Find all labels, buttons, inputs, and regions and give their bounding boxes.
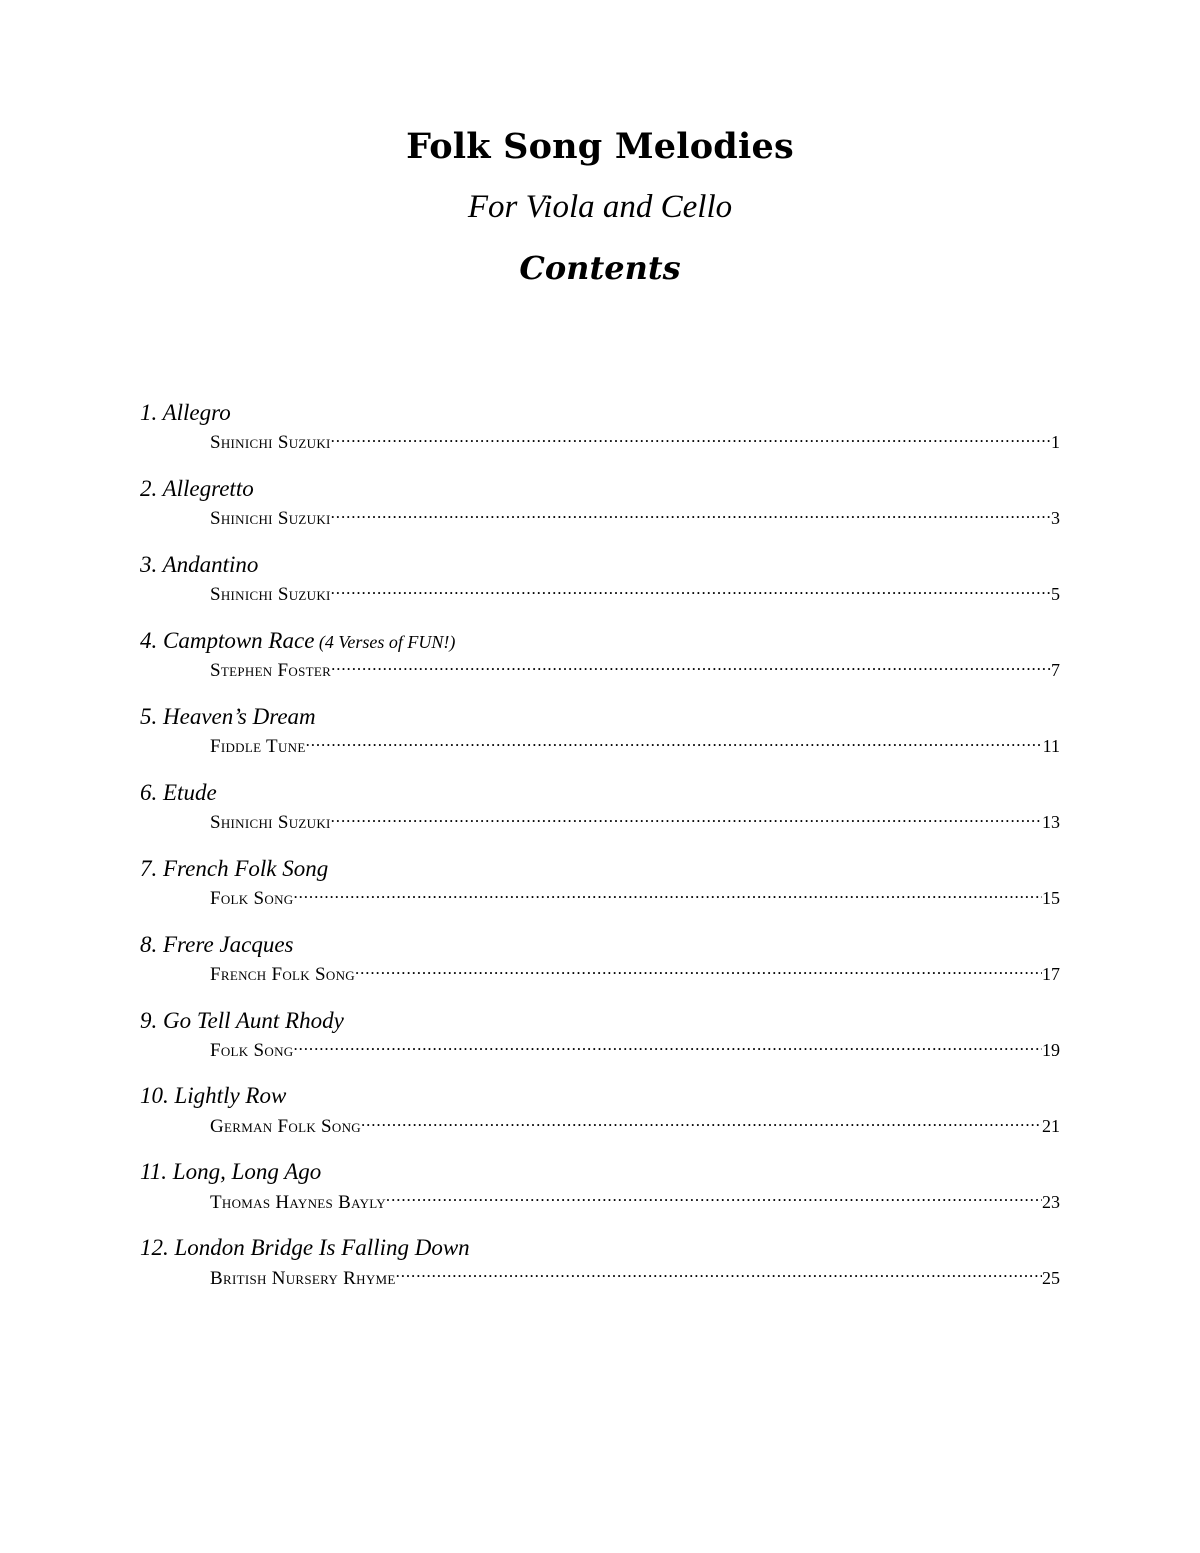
- dot-leader: [331, 584, 1051, 600]
- toc-entry-title-text: 9. Go Tell Aunt Rhody: [140, 1007, 344, 1033]
- list-item[interactable]: [140, 476, 1060, 530]
- contents-heading: Contents: [519, 248, 681, 287]
- list-item[interactable]: [140, 1235, 1060, 1289]
- toc-entry-page-number: 19: [1042, 1039, 1060, 1060]
- toc-entry-title[interactable]: [140, 400, 1060, 426]
- toc-entry-title-text: 8. Frere Jacques: [140, 931, 294, 957]
- toc-entry-title[interactable]: [140, 628, 1060, 654]
- list-item[interactable]: [140, 400, 1060, 454]
- toc-entry-note: (4 Verses of FUN!): [314, 631, 456, 652]
- toc-entry-title[interactable]: [140, 1235, 1060, 1261]
- toc-entry-composer: Shinichi Suzuki: [210, 432, 331, 454]
- toc-entry-line: [140, 1116, 1060, 1138]
- page-subtitle: For Viola and Cello: [467, 188, 733, 225]
- dot-leader: [396, 1268, 1042, 1284]
- dot-leader: [331, 812, 1042, 828]
- toc-entry-composer: Stephen Foster: [210, 660, 332, 682]
- toc-entry-composer: German Folk Song: [210, 1115, 361, 1137]
- dot-leader: [386, 1192, 1042, 1208]
- toc-entry-line: [140, 432, 1060, 454]
- toc-entry-page-number: 13: [1042, 812, 1060, 833]
- title-block: [0, 0, 1200, 286]
- page-title: Folk Song Melodies: [406, 126, 794, 167]
- table-of-contents: [140, 400, 1060, 1311]
- list-item[interactable]: [140, 1008, 1060, 1062]
- list-item[interactable]: [140, 1083, 1060, 1137]
- toc-entry-page-number: 21: [1042, 1115, 1060, 1136]
- toc-entry-composer: Folk Song: [210, 888, 294, 910]
- toc-entry-title[interactable]: [140, 1159, 1060, 1185]
- toc-entry-composer: Shinichi Suzuki: [210, 812, 331, 834]
- toc-entry-line: [140, 812, 1060, 834]
- toc-entry-title-text: 6. Etude: [140, 779, 217, 805]
- toc-entry-title-text: 11. Long, Long Ago: [140, 1159, 322, 1185]
- toc-entry-page-number: 5: [1051, 584, 1060, 605]
- toc-entry-line: [140, 1268, 1060, 1290]
- toc-entry-title-text: 12. London Bridge Is Falling Down: [140, 1235, 470, 1261]
- toc-entry-title[interactable]: [140, 476, 1060, 502]
- toc-entry-line: [140, 1192, 1060, 1214]
- dot-leader: [293, 1040, 1042, 1056]
- list-item[interactable]: [140, 932, 1060, 986]
- toc-entry-line: [140, 660, 1060, 682]
- toc-entry-line: [140, 736, 1060, 758]
- dot-leader: [331, 432, 1051, 448]
- list-item[interactable]: [140, 628, 1060, 682]
- toc-entry-composer: Folk Song: [210, 1039, 294, 1061]
- dot-leader: [361, 1116, 1042, 1132]
- dot-leader: [331, 660, 1051, 676]
- toc-entry-title[interactable]: [140, 856, 1060, 882]
- list-item[interactable]: [140, 780, 1060, 834]
- dot-leader: [293, 888, 1042, 904]
- list-item[interactable]: [140, 856, 1060, 910]
- dot-leader: [355, 964, 1042, 980]
- toc-entry-composer: British Nursery Rhyme: [210, 1267, 396, 1289]
- toc-entry-line: [140, 964, 1060, 986]
- dot-leader: [331, 508, 1051, 524]
- toc-entry-page-number: 17: [1042, 964, 1060, 984]
- toc-entry-composer: Shinichi Suzuki: [210, 508, 331, 530]
- toc-entry-title[interactable]: [140, 552, 1060, 578]
- toc-entry-page-number: 11: [1042, 736, 1060, 757]
- toc-entry-composer: French Folk Song: [210, 964, 355, 985]
- toc-entry-title-text: 5. Heaven’s Dream: [140, 703, 316, 729]
- toc-entry-title[interactable]: [140, 704, 1060, 730]
- list-item[interactable]: [140, 1159, 1060, 1213]
- toc-entry-page-number: 1: [1051, 432, 1060, 453]
- toc-entry-title-text: 3. Andantino: [140, 551, 259, 577]
- toc-entry-page-number: 15: [1042, 888, 1060, 909]
- toc-entry-composer: Fiddle Tune: [210, 736, 306, 758]
- toc-entry-composer: Thomas Haynes Bayly: [210, 1191, 386, 1213]
- list-item[interactable]: [140, 552, 1060, 606]
- toc-entry-page-number: 7: [1051, 660, 1060, 681]
- toc-entry-title[interactable]: [140, 932, 1060, 958]
- toc-entry-title-text: 4. Camptown Race: [140, 627, 315, 653]
- toc-entry-title-text: 1. Allegro: [140, 400, 231, 425]
- toc-entry-page-number: 23: [1042, 1191, 1060, 1212]
- dot-leader: [306, 736, 1043, 752]
- list-item[interactable]: [140, 704, 1060, 758]
- toc-entry-title[interactable]: [140, 1083, 1060, 1109]
- toc-entry-line: [140, 508, 1060, 530]
- toc-entry-title-text: 2. Allegretto: [140, 475, 254, 501]
- toc-entry-composer: Shinichi Suzuki: [210, 584, 331, 606]
- toc-entry-title-text: 7. French Folk Song: [140, 855, 329, 881]
- toc-entry-line: [140, 1040, 1060, 1062]
- toc-entry-page-number: 25: [1042, 1267, 1060, 1288]
- toc-entry-title-text: 10. Lightly Row: [140, 1083, 287, 1109]
- toc-entry-title[interactable]: [140, 1008, 1060, 1034]
- toc-entry-page-number: 3: [1051, 508, 1060, 529]
- toc-entry-title[interactable]: [140, 780, 1060, 806]
- toc-entry-line: [140, 584, 1060, 606]
- toc-entry-line: [140, 888, 1060, 910]
